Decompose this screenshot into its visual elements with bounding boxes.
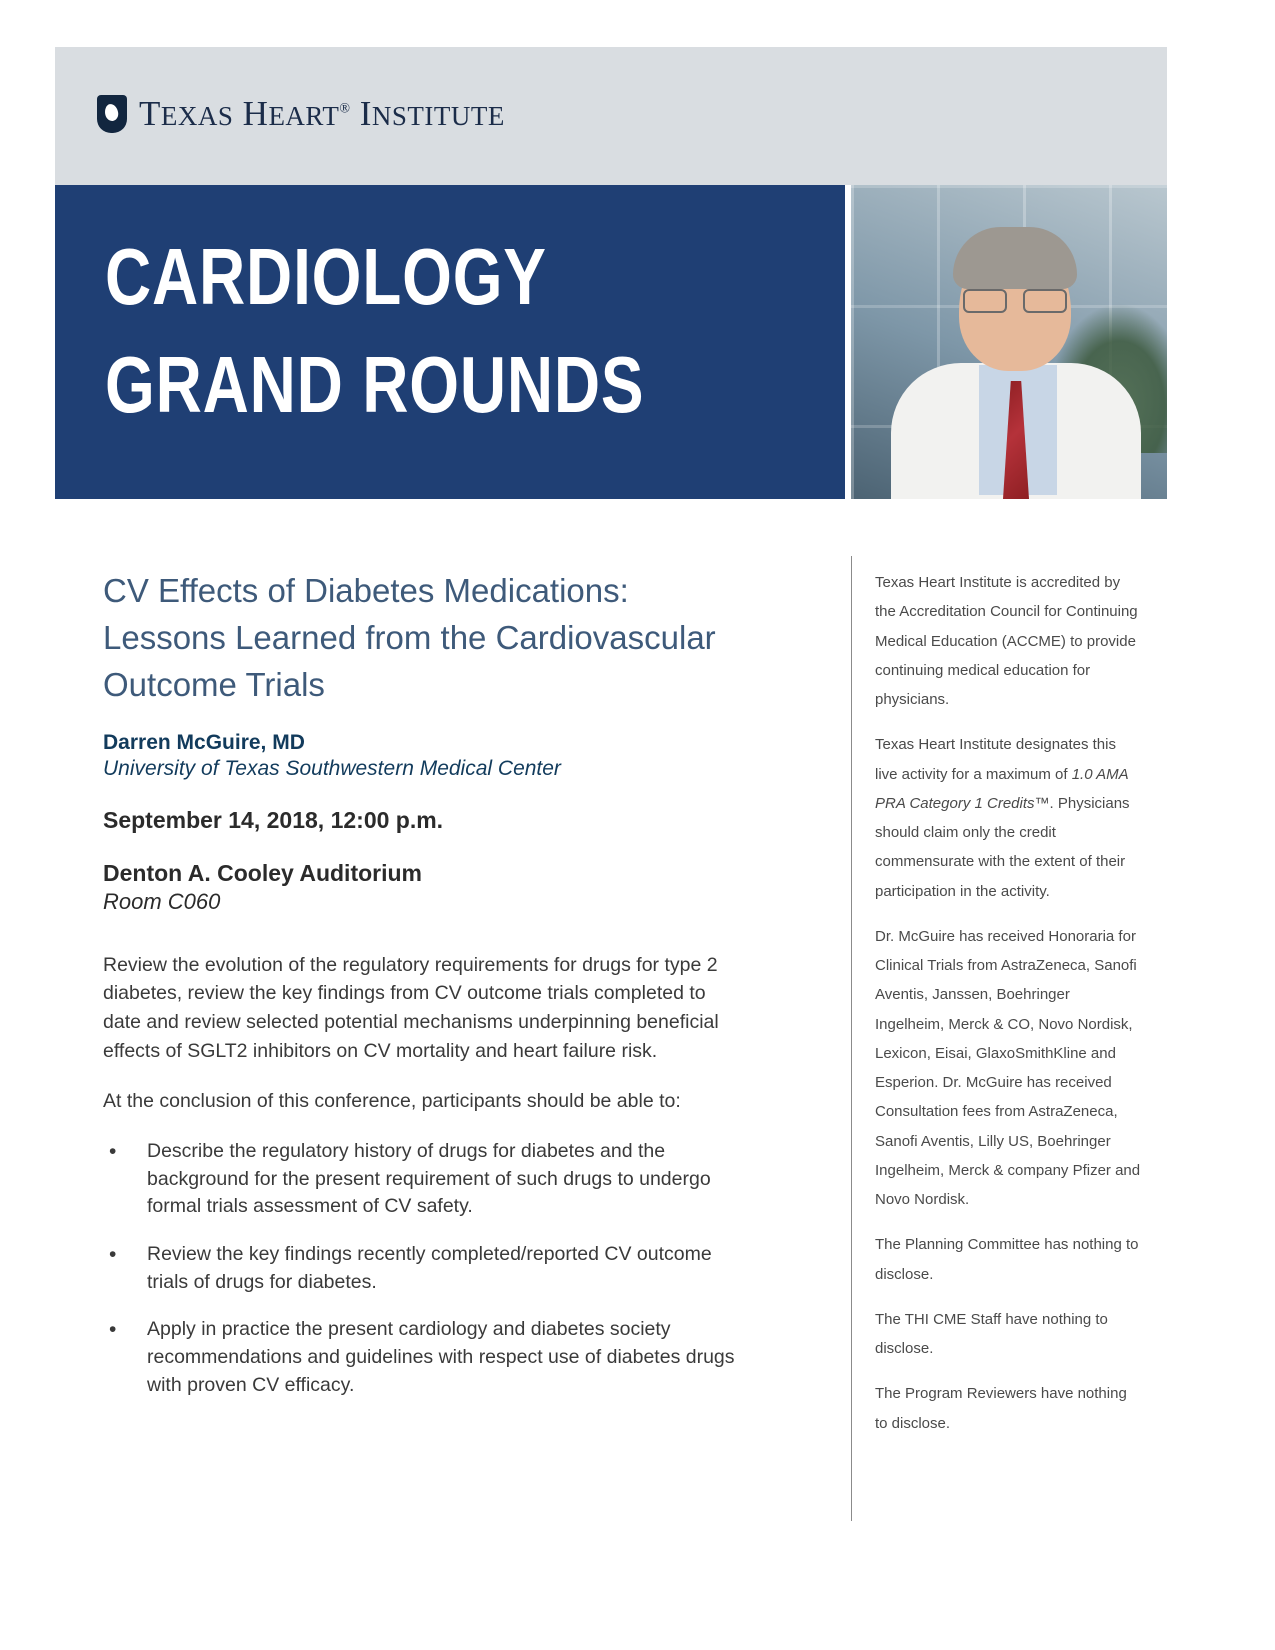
cme-staff-disclosure: The THI CME Staff have nothing to disclose.	[875, 1310, 1108, 1357]
logo-text-texas-cap: T	[139, 94, 161, 133]
designation-post: . Physicians should claim only the credit commensurate with the extent of their participation in the activity.	[875, 794, 1130, 900]
accreditation-statement: Texas Heart Institute is accredited by the Accreditation Council for Continuing Medical Education (ACCME) to provide continuing medical education for physicians.	[875, 574, 1138, 708]
title-banner	[55, 185, 845, 499]
logo-text-texas-rest: EXAS	[160, 101, 234, 131]
column-divider	[851, 556, 852, 1521]
registered-mark: ®	[339, 101, 351, 117]
logo-text-heart-cap: H	[242, 94, 269, 133]
event-datetime: September 14, 2018, 12:00 p.m.	[103, 806, 444, 833]
planning-committee-disclosure: The Planning Committee has nothing to disclose.	[875, 1236, 1139, 1283]
speaker-affiliation: University of Texas Southwestern Medical Center	[103, 756, 561, 780]
talk-description: Review the evolution of the regulatory requirements for drugs for type 2 diabetes, review the key findings from CV outcome trials completed to date and review selected potential mechanisms underpinning beneficial effects of SGLT2 inhibitors on CV mortality and heart failure risk.	[103, 953, 719, 1062]
program-reviewers-disclosure: The Program Reviewers have nothing to disclose.	[875, 1385, 1127, 1432]
accreditation-column	[875, 568, 1141, 1454]
list-item: • Describe the regulatory history of drugs for diabetes and the background for the present requirement of such drugs to undergo formal trials assessment of CV safety.	[103, 1138, 743, 1221]
logo-text-heart-rest: EART	[268, 101, 340, 131]
list-item: • Apply in practice the present cardiology and diabetes society recommendations and guidelines with respect use of diabetes drugs with proven CV efficacy.	[103, 1316, 743, 1399]
logo-text-institute-rest: NSTITUTE	[371, 101, 505, 131]
talk-title: CV Effects of Diabetes Medications: Lessons Learned from the Cardiovascular Outcome Trials	[103, 572, 716, 703]
designation-pre: Texas Heart Institute designates this live activity for a maximum of	[875, 736, 1116, 783]
event-room: Room C060	[103, 888, 221, 914]
institute-logo	[97, 94, 505, 134]
main-content	[103, 568, 743, 1419]
designation-statement	[875, 730, 1141, 906]
event-venue: Denton A. Cooley Auditorium	[103, 859, 423, 886]
shield-icon	[97, 95, 127, 133]
logo-band	[55, 47, 1167, 185]
list-item: • Review the key findings recently completed/reported CV outcome trials of drugs for diabetes.	[103, 1241, 743, 1296]
logo-text-institute-cap: I	[359, 94, 372, 133]
banner-title	[105, 223, 644, 439]
designation-credits: 1.0 AMA PRA Category 1 Credits™	[875, 765, 1129, 812]
objectives-list	[103, 1138, 743, 1400]
logo-wordmark	[139, 94, 505, 134]
glasses-icon	[963, 289, 1067, 311]
photo-hair	[953, 227, 1077, 289]
objectives-intro: At the conclusion of this conference, participants should be able to:	[103, 1090, 681, 1113]
speaker-name: Darren McGuire, MD	[103, 730, 305, 754]
banner-title-line-1: CARDIOLOGY	[105, 232, 547, 321]
banner-title-line-2: GRAND ROUNDS	[105, 340, 645, 429]
disclosure-statement: Dr. McGuire has received Honoraria for Clinical Trials from AstraZeneca, Sanofi Aventis, Janssen, Boehringer Ingelheim, Merck & CO, Novo Nordisk, Lexicon, Eisai, GlaxoSmithKline and Esperion. Dr. McGuire has received Consultation fees from AstraZeneca, Sanofi Aventis, Lilly US, Boehringer Ingelheim, Merck & company Pfizer and Novo Nordisk.	[875, 927, 1141, 1208]
speaker-photo	[851, 185, 1167, 499]
